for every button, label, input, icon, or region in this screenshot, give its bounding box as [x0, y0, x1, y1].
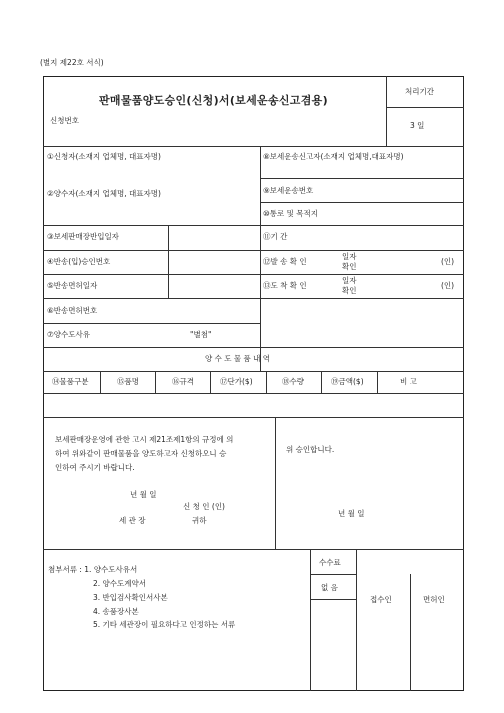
- processing-period-label: 처리기간: [405, 87, 434, 96]
- form-number-label: (별지 제22호 서식): [40, 58, 104, 67]
- licenser-label: 면허인: [423, 595, 445, 604]
- rule: [43, 225, 464, 226]
- transport-declarant-label: ⑧보세운송신고자(소재지 업체명,대표자명): [263, 152, 404, 161]
- addressee: 세 관 장: [119, 516, 146, 525]
- rule: [43, 298, 464, 299]
- rule: [43, 250, 464, 251]
- rule: [310, 599, 356, 600]
- application-number-label: 신청번호: [50, 116, 79, 125]
- rule: [210, 371, 211, 393]
- route-destination-label: ⑩통로 및 목적지: [263, 209, 318, 218]
- rule: [43, 146, 464, 147]
- rule: [43, 347, 464, 348]
- arrival-seal: (인): [441, 281, 455, 290]
- dispatch-confirm-sub-label: 확인: [342, 262, 357, 271]
- request-text-line1: 보세판매장운영에 관한 고시 제21조제1항의 규정에 의: [55, 435, 234, 444]
- applicant-signature: 신 청 인 (인): [183, 502, 225, 511]
- rule: [43, 417, 464, 418]
- rule: [260, 202, 464, 203]
- arrival-confirm-sub-label: 확인: [342, 286, 357, 295]
- attachment-item: 4. 송품장사본: [93, 607, 139, 616]
- rule: [356, 549, 357, 691]
- transferee-label: ②양수자(소재지 업체명, 대표자명): [47, 189, 161, 198]
- request-text-line3: 인하여 주시기 바랍니다.: [55, 463, 135, 472]
- transfer-reason-label: ⑦양수도사유: [47, 330, 90, 339]
- approval-text: 위 승인합니다.: [286, 445, 335, 454]
- rule: [266, 371, 267, 393]
- rule: [43, 274, 464, 275]
- request-date: 년 월 일: [130, 490, 157, 499]
- transport-number-label: ⑨보세운송번호: [263, 186, 314, 195]
- form-title: 판매물품양도승인(신청)서(보세운송신고겸용): [99, 94, 328, 107]
- declaration-date-label: ⑤반송면허일자: [47, 281, 98, 290]
- honorific: 귀하: [192, 516, 207, 525]
- column-header-remarks: 비 고: [400, 377, 417, 386]
- attachment-item: 3. 반입검사확인서사본: [93, 593, 168, 602]
- rule: [275, 417, 276, 549]
- rule: [260, 178, 464, 179]
- applicant-label: ①신청자(소재지 업체명, 대표자명): [47, 152, 161, 161]
- rule: [321, 371, 322, 393]
- approval-date: 년 월 일: [338, 509, 365, 518]
- rule: [377, 371, 378, 393]
- rule: [155, 371, 156, 393]
- dispatch-seal: (인): [441, 257, 455, 266]
- dispatch-confirm-label: ⑫발 송 확 인: [263, 257, 307, 266]
- declaration-number-label: ⑥반송면허번호: [47, 306, 98, 315]
- import-approval-number-label: ④반송(입)승인번호: [47, 257, 111, 266]
- rule: [43, 393, 464, 394]
- column-header-spec: ⑯규격: [172, 377, 194, 386]
- rule: [168, 225, 169, 298]
- attachments-label: 첨부서류 : 1. 양수도사유서: [48, 565, 138, 574]
- fee-value: 없 음: [321, 583, 338, 592]
- rule: [310, 549, 311, 691]
- column-header-category: ⑭물품구분: [52, 377, 89, 386]
- column-header-quantity: ⑱수량: [282, 377, 304, 386]
- attachment-item: 5. 기타 세관장이 필요하다고 인정하는 서류: [93, 620, 236, 629]
- rule: [310, 574, 356, 575]
- rule: [386, 76, 387, 146]
- rule: [43, 371, 464, 372]
- transfer-reason-value: "별첨": [190, 330, 212, 339]
- arrival-date-label: 일자: [342, 276, 357, 285]
- processing-period-value: 3 일: [410, 121, 425, 130]
- period-label: ⑪기 간: [263, 232, 288, 241]
- column-header-item-name: ⑮품명: [117, 377, 139, 386]
- rule: [386, 107, 464, 108]
- rule: [43, 549, 464, 550]
- rule: [410, 574, 411, 691]
- rule: [100, 371, 101, 393]
- carry-in-date-label: ③보세판매장반입일자: [47, 232, 119, 241]
- column-header-unit-price: ⑰단가($): [220, 377, 253, 386]
- attachment-item: 2. 양수도계약서: [93, 579, 147, 588]
- rule: [260, 146, 261, 371]
- details-section-title: 양 수 도 물 품 내 역: [205, 354, 271, 363]
- receiver-label: 접수인: [370, 595, 392, 604]
- column-header-amount: ⑲금액($): [331, 377, 364, 386]
- dispatch-date-label: 일자: [342, 252, 357, 261]
- request-text-line2: 하여 위와같이 판매물품을 양도하고자 신청하오니 승: [55, 449, 227, 458]
- arrival-confirm-label: ⑬도 착 확 인: [263, 281, 307, 290]
- fee-label: 수수료: [319, 558, 341, 567]
- rule: [43, 323, 260, 324]
